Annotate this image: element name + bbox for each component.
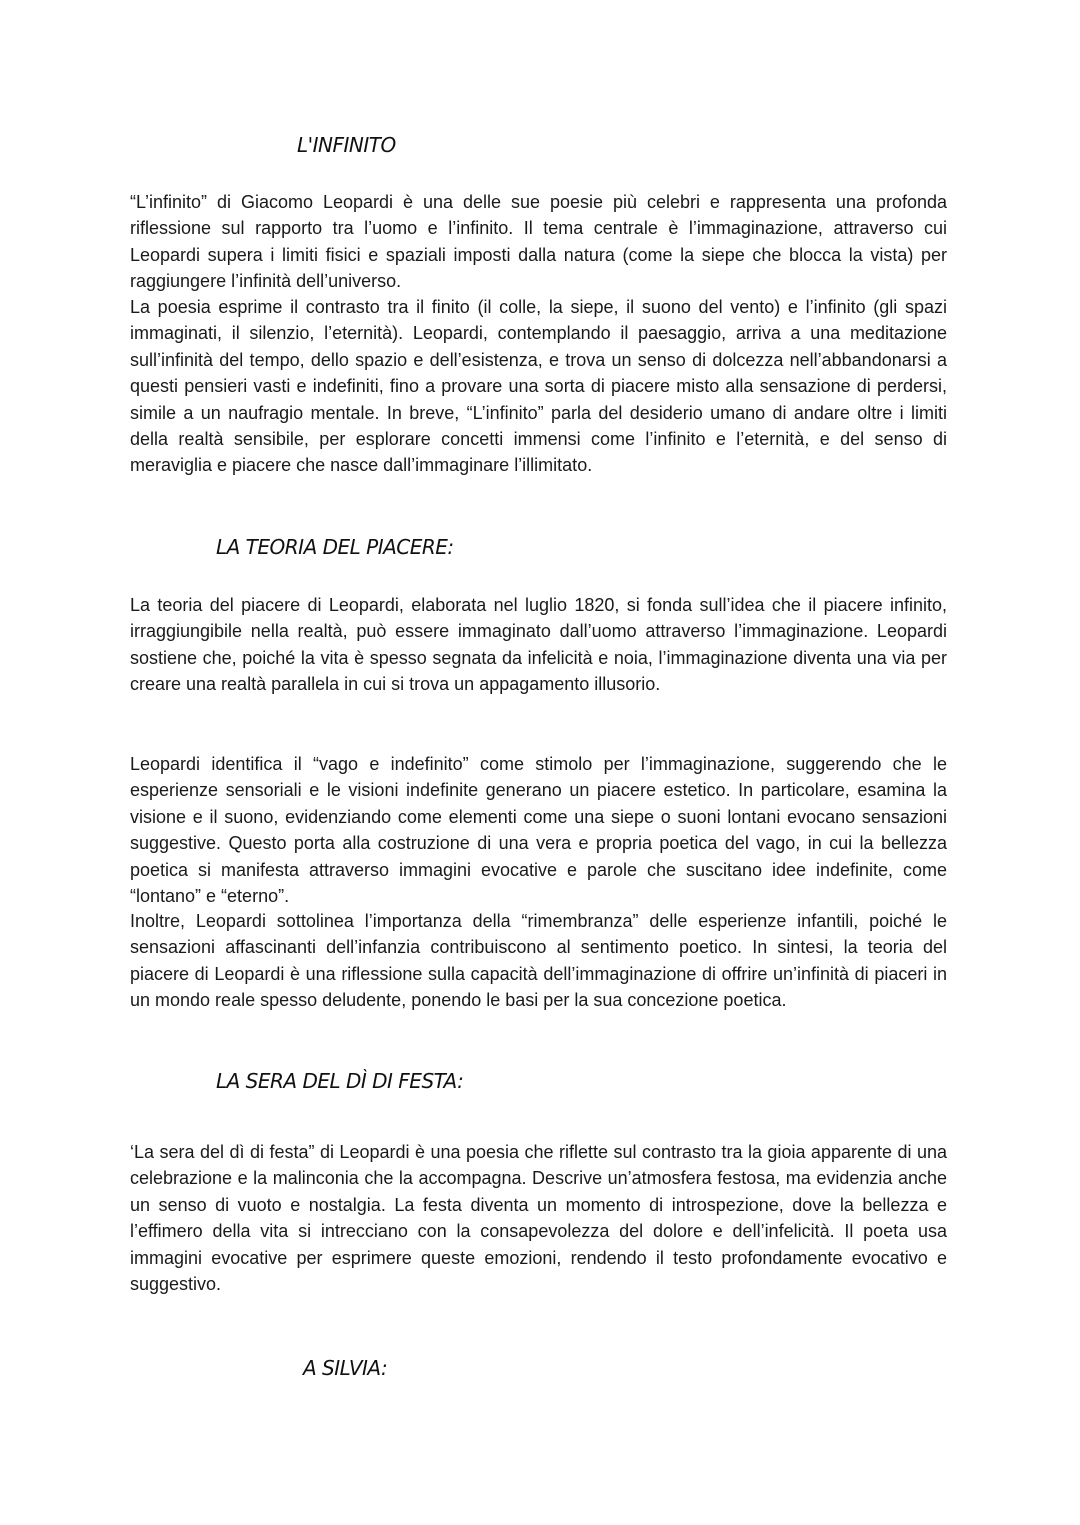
- paragraph: ‘La sera del dì di festa” di Leopardi è una poesia che riflette sul contrasto tra la gioia apparente di una celebrazione e la malinconia che la accompagna. Descrive un’atmosfera festosa, ma evidenzia anche un senso di vuoto e nostalgia. La festa diventa un momento di introspezione, dove la bellezza e l’effimero della vita si intrecciano con la consapevolezza del dolore e dell’infelicità. Il poeta usa immagini evocative per esprimere queste emozioni, rendendo il testo profondamente evocativo e suggestivo.: [130, 1142, 947, 1295]
- paragraph: Inoltre, Leopardi sottolinea l’importanza della “rimembranza” delle esperienze infantili, poiché le sensazioni affascinanti dell’infanzia contribuiscono al sentimento poetico. In sintesi, la teoria del piacere di Leopardi è una riflessione sulla capacità dell’immaginazione di offrire un’infinità di piaceri in un mondo reale spesso deludente, ponendo le basi per la sua concezione poetica.: [130, 911, 947, 1011]
- paragraph: La poesia esprime il contrasto tra il finito (il colle, la siepe, il suono del vento) e l’infinito (gli spazi immaginati, il silenzio, l’eternità). Leopardi, contemplando il paesaggio, arriva a una meditazione sull’infinità del tempo, dello spazio e dell’esistenza, e trova un senso di dolcezza nell’abbandonarsi a questi pensieri vasti e indefiniti, fino a provare una sorta di piacere misto alla sensazione di perdersi, simile a un naufragio mentale. In breve, “L’infinito” parla del desiderio umano di andare oltre i limiti della realtà sensibile, per esplorare concetti immensi come l’infinito e l’eternità, e del senso di meraviglia e piacere che nasce dall’immaginare l’illimitato.: [130, 297, 947, 476]
- heading-a-silvia: A SILVIA:: [303, 1356, 388, 1380]
- heading-teoria-del-piacere: LA TEORIA DEL PIACERE:: [216, 535, 454, 559]
- paragraph: “L’infinito” di Giacomo Leopardi è una delle sue poesie più celebri e rappresenta una profonda riflessione sul rapporto tra l’uomo e l’infinito. Il tema centrale è l’immaginazione, attraverso cui Leopardi supera i limiti fisici e spaziali imposti dalla natura (come la siepe che blocca la vista) per raggiungere l’infinità dell’universo.: [130, 192, 947, 292]
- heading-infinito: L'INFINITO: [297, 133, 396, 157]
- paragraph: La teoria del piacere di Leopardi, elaborata nel luglio 1820, si fonda sull’idea che il piacere infinito, irraggiungibile nella realtà, può essere immaginato dall’uomo attraverso l’immaginazione. Leopardi sostiene che, poiché la vita è spesso segnata da infelicità e noia, l’immaginazione diventa una via per creare una realtà parallela in cui si trova un appagamento illusorio.: [130, 595, 947, 695]
- heading-sera-del-di-di-festa: LA SERA DEL DÌ DI FESTA:: [216, 1069, 464, 1093]
- paragraph: Leopardi identifica il “vago e indefinito” come stimolo per l’immaginazione, suggerendo che le esperienze sensoriali e le visioni indefinite generano un piacere estetico. In particolare, esamina la visione e il suono, evidenziando come elementi come una siepe o suoni lontani evocano sensazioni suggestive. Questo porta alla costruzione di una vera e propria poetica del vago, in cui la bellezza poetica si manifesta attraverso immagini evocative e parole che suscitano idee indefinite, come “lontano” e “eterno”.: [130, 754, 947, 907]
